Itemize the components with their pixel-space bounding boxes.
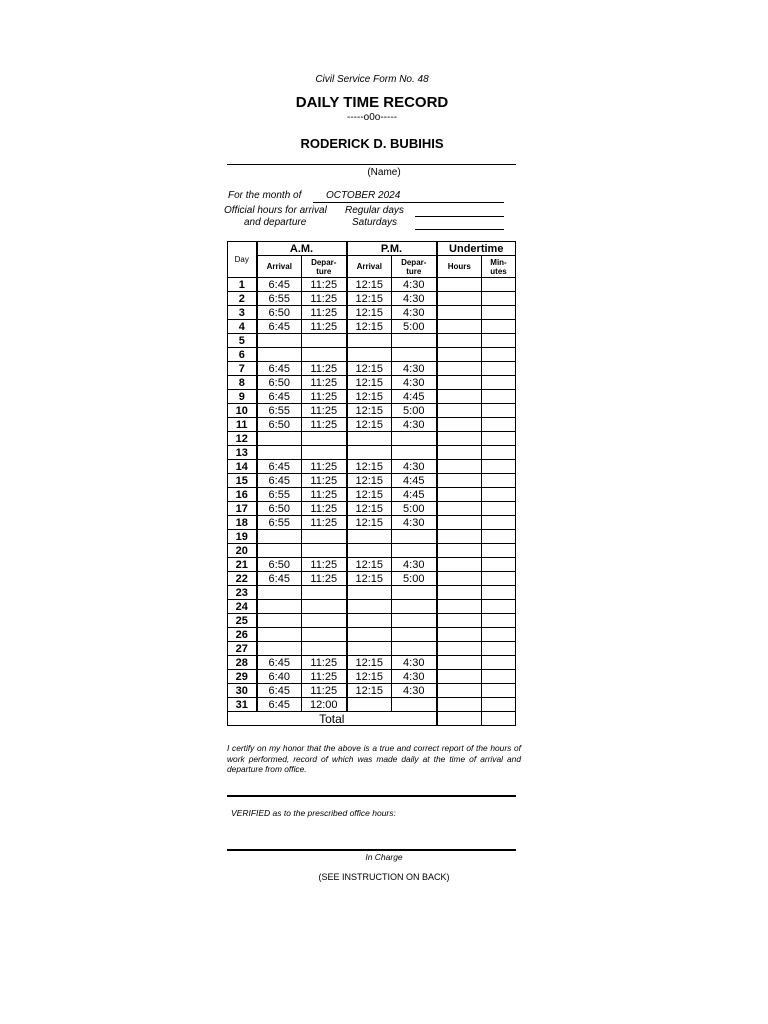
- am-arrival-cell: 6:50: [257, 418, 302, 432]
- page-title: DAILY TIME RECORD: [295, 94, 449, 111]
- pm-departure-cell: [392, 544, 437, 558]
- regular-days-label: Regular days: [345, 205, 404, 216]
- saturdays-label: Saturdays: [352, 217, 398, 228]
- am-departure-cell: 11:25: [302, 516, 347, 530]
- verified-text: VERIFIED as to the prescribed office hours:: [231, 808, 396, 818]
- am-departure-cell: [302, 642, 347, 656]
- table-row: [228, 348, 516, 362]
- am-arrival-header: Arrival: [257, 256, 302, 278]
- pm-departure-cell: 4:30: [392, 376, 437, 390]
- undertime-minutes-cell: [482, 376, 516, 390]
- am-departure-cell: [302, 544, 347, 558]
- month-underline: [313, 202, 504, 203]
- day-cell: 29: [228, 670, 257, 684]
- am-arrival-cell: 6:40: [257, 670, 302, 684]
- am-departure-cell: 11:25: [302, 460, 347, 474]
- undertime-hours-cell: [437, 292, 482, 306]
- pm-arrival-cell: 12:15: [347, 404, 392, 418]
- undertime-hours-cell: [437, 432, 482, 446]
- pm-arrival-cell: [347, 628, 392, 642]
- pm-departure-cell: 4:45: [392, 390, 437, 404]
- table-row: [228, 446, 516, 460]
- am-header: A.M.: [257, 242, 347, 256]
- undertime-hours-cell: [437, 376, 482, 390]
- am-departure-cell: 11:25: [302, 572, 347, 586]
- month-label: For the month of: [228, 190, 302, 201]
- pm-arrival-cell: [347, 348, 392, 362]
- hours-header: Hours: [437, 256, 482, 278]
- total-hours-cell: [437, 712, 482, 726]
- day-cell: 17: [228, 502, 257, 516]
- undertime-minutes-cell: [482, 670, 516, 684]
- undertime-minutes-cell: [482, 642, 516, 656]
- am-arrival-cell: 6:45: [257, 474, 302, 488]
- undertime-minutes-cell: [482, 600, 516, 614]
- pm-departure-cell: [392, 446, 437, 460]
- am-departure-cell: [302, 348, 347, 362]
- minutes-header: Min- utes: [482, 256, 516, 278]
- undertime-hours-cell: [437, 460, 482, 474]
- undertime-minutes-cell: [482, 530, 516, 544]
- undertime-hours-cell: [437, 502, 482, 516]
- am-departure-cell: 11:25: [302, 684, 347, 698]
- undertime-minutes-cell: [482, 348, 516, 362]
- total-row: [228, 712, 516, 726]
- am-departure-cell: 11:25: [302, 404, 347, 418]
- day-cell: 2: [228, 292, 257, 306]
- table-row: [228, 474, 516, 488]
- pm-arrival-cell: 12:15: [347, 278, 392, 292]
- am-arrival-cell: 6:45: [257, 390, 302, 404]
- day-cell: 28: [228, 656, 257, 670]
- am-departure-cell: 11:25: [302, 320, 347, 334]
- pm-arrival-cell: [347, 446, 392, 460]
- pm-arrival-cell: [347, 600, 392, 614]
- am-departure-cell: 11:25: [302, 292, 347, 306]
- pm-departure-cell: 4:30: [392, 278, 437, 292]
- day-cell: 6: [228, 348, 257, 362]
- undertime-minutes-cell: [482, 684, 516, 698]
- am-arrival-cell: 6:45: [257, 684, 302, 698]
- pm-departure-cell: [392, 600, 437, 614]
- day-cell: 1: [228, 278, 257, 292]
- undertime-minutes-cell: [482, 502, 516, 516]
- am-arrival-cell: [257, 600, 302, 614]
- undertime-minutes-cell: [482, 628, 516, 642]
- total-label: Total: [228, 712, 437, 726]
- pm-arrival-cell: [347, 698, 392, 712]
- undertime-hours-cell: [437, 656, 482, 670]
- undertime-minutes-cell: [482, 572, 516, 586]
- am-arrival-cell: 6:50: [257, 558, 302, 572]
- undertime-minutes-cell: [482, 474, 516, 488]
- undertime-minutes-cell: [482, 544, 516, 558]
- pm-arrival-cell: 12:15: [347, 516, 392, 530]
- day-cell: 24: [228, 600, 257, 614]
- am-departure-cell: [302, 446, 347, 460]
- am-departure-cell: 11:25: [302, 474, 347, 488]
- am-departure-cell: 11:25: [302, 670, 347, 684]
- am-departure-header: Depar- ture: [302, 256, 347, 278]
- table-row: [228, 502, 516, 516]
- undertime-minutes-cell: [482, 698, 516, 712]
- am-departure-cell: [302, 432, 347, 446]
- day-header: Day: [228, 242, 257, 278]
- undertime-minutes-cell: [482, 656, 516, 670]
- time-record-table: [227, 241, 516, 726]
- table-row: [228, 306, 516, 320]
- official-hours-label-line2: and departure: [244, 217, 307, 228]
- table-row: [228, 432, 516, 446]
- table-row: [228, 698, 516, 712]
- undertime-hours-cell: [437, 600, 482, 614]
- pm-departure-cell: 4:45: [392, 474, 437, 488]
- day-cell: 12: [228, 432, 257, 446]
- am-departure-cell: [302, 586, 347, 600]
- am-arrival-cell: [257, 628, 302, 642]
- undertime-hours-cell: [437, 628, 482, 642]
- regular-days-underline: [415, 216, 504, 217]
- undertime-hours-cell: [437, 334, 482, 348]
- total-minutes-cell: [482, 712, 516, 726]
- undertime-hours-cell: [437, 572, 482, 586]
- am-departure-cell: [302, 334, 347, 348]
- table-row: [228, 670, 516, 684]
- am-arrival-cell: 6:50: [257, 502, 302, 516]
- undertime-hours-cell: [437, 516, 482, 530]
- am-departure-cell: 11:25: [302, 558, 347, 572]
- instruction-note: (SEE INSTRUCTION ON BACK): [318, 872, 450, 882]
- day-cell: 20: [228, 544, 257, 558]
- undertime-hours-cell: [437, 306, 482, 320]
- in-charge-line: [227, 849, 516, 851]
- undertime-minutes-cell: [482, 586, 516, 600]
- am-arrival-cell: [257, 348, 302, 362]
- table-row: [228, 362, 516, 376]
- pm-arrival-header: Arrival: [347, 256, 392, 278]
- am-arrival-cell: [257, 586, 302, 600]
- am-arrival-cell: 6:45: [257, 460, 302, 474]
- pm-departure-cell: [392, 628, 437, 642]
- am-departure-cell: 11:25: [302, 488, 347, 502]
- day-cell: 25: [228, 614, 257, 628]
- table-row: [228, 418, 516, 432]
- pm-arrival-cell: 12:15: [347, 460, 392, 474]
- pm-departure-cell: 4:30: [392, 684, 437, 698]
- pm-departure-cell: 4:30: [392, 362, 437, 376]
- name-underline: [227, 164, 516, 165]
- am-departure-cell: [302, 600, 347, 614]
- undertime-hours-cell: [437, 446, 482, 460]
- form-number: Civil Service Form No. 48: [315, 74, 429, 85]
- am-arrival-cell: 6:45: [257, 698, 302, 712]
- undertime-minutes-cell: [482, 320, 516, 334]
- am-arrival-cell: 6:55: [257, 488, 302, 502]
- am-arrival-cell: 6:45: [257, 572, 302, 586]
- table-row: [228, 628, 516, 642]
- undertime-hours-cell: [437, 348, 482, 362]
- am-arrival-cell: [257, 642, 302, 656]
- pm-arrival-cell: [347, 334, 392, 348]
- pm-departure-cell: [392, 530, 437, 544]
- pm-departure-cell: 5:00: [392, 404, 437, 418]
- am-arrival-cell: 6:45: [257, 278, 302, 292]
- undertime-minutes-cell: [482, 278, 516, 292]
- table-row: [228, 586, 516, 600]
- undertime-hours-cell: [437, 684, 482, 698]
- day-cell: 27: [228, 642, 257, 656]
- table-row: [228, 516, 516, 530]
- undertime-minutes-cell: [482, 362, 516, 376]
- undertime-minutes-cell: [482, 418, 516, 432]
- pm-departure-cell: [392, 586, 437, 600]
- am-arrival-cell: 6:50: [257, 306, 302, 320]
- name-caption: (Name): [367, 167, 401, 178]
- pm-arrival-cell: 12:15: [347, 502, 392, 516]
- pm-arrival-cell: 12:15: [347, 390, 392, 404]
- table-row: [228, 572, 516, 586]
- pm-arrival-cell: 12:15: [347, 362, 392, 376]
- undertime-hours-cell: [437, 530, 482, 544]
- pm-arrival-cell: [347, 614, 392, 628]
- am-departure-cell: 11:25: [302, 362, 347, 376]
- undertime-hours-cell: [437, 320, 482, 334]
- pm-arrival-cell: 12:15: [347, 488, 392, 502]
- undertime-hours-cell: [437, 278, 482, 292]
- am-arrival-cell: [257, 334, 302, 348]
- pm-arrival-cell: [347, 642, 392, 656]
- am-departure-cell: [302, 614, 347, 628]
- day-cell: 11: [228, 418, 257, 432]
- undertime-hours-cell: [437, 670, 482, 684]
- day-cell: 10: [228, 404, 257, 418]
- pm-departure-cell: 4:30: [392, 292, 437, 306]
- day-cell: 31: [228, 698, 257, 712]
- undertime-minutes-cell: [482, 488, 516, 502]
- table-row: [228, 390, 516, 404]
- am-arrival-cell: [257, 614, 302, 628]
- undertime-hours-cell: [437, 586, 482, 600]
- table-row: [228, 488, 516, 502]
- table-row: [228, 684, 516, 698]
- pm-departure-cell: 5:00: [392, 320, 437, 334]
- day-cell: 22: [228, 572, 257, 586]
- table-row: [228, 334, 516, 348]
- table-row: [228, 614, 516, 628]
- am-departure-cell: [302, 530, 347, 544]
- month-value: OCTOBER 2024: [326, 190, 401, 201]
- pm-arrival-cell: 12:15: [347, 376, 392, 390]
- table-row: [228, 558, 516, 572]
- undertime-hours-cell: [437, 418, 482, 432]
- pm-arrival-cell: 12:15: [347, 418, 392, 432]
- undertime-minutes-cell: [482, 390, 516, 404]
- undertime-hours-cell: [437, 558, 482, 572]
- day-cell: 13: [228, 446, 257, 460]
- pm-arrival-cell: 12:15: [347, 320, 392, 334]
- table-row: [228, 292, 516, 306]
- table-row: [228, 530, 516, 544]
- pm-arrival-cell: [347, 432, 392, 446]
- undertime-minutes-cell: [482, 404, 516, 418]
- undertime-hours-cell: [437, 698, 482, 712]
- pm-departure-cell: 4:30: [392, 558, 437, 572]
- pm-arrival-cell: 12:15: [347, 292, 392, 306]
- pm-departure-cell: [392, 432, 437, 446]
- undertime-minutes-cell: [482, 446, 516, 460]
- pm-departure-cell: 4:30: [392, 656, 437, 670]
- pm-departure-cell: 4:45: [392, 488, 437, 502]
- table-row: [228, 278, 516, 292]
- pm-departure-cell: [392, 334, 437, 348]
- undertime-minutes-cell: [482, 334, 516, 348]
- am-departure-cell: 11:25: [302, 376, 347, 390]
- day-cell: 16: [228, 488, 257, 502]
- day-cell: 9: [228, 390, 257, 404]
- day-cell: 18: [228, 516, 257, 530]
- pm-arrival-cell: 12:15: [347, 572, 392, 586]
- pm-departure-cell: [392, 698, 437, 712]
- pm-arrival-cell: 12:15: [347, 558, 392, 572]
- undertime-minutes-cell: [482, 432, 516, 446]
- table-row: [228, 376, 516, 390]
- undertime-header: Undertime: [437, 242, 516, 256]
- undertime-hours-cell: [437, 474, 482, 488]
- am-arrival-cell: 6:45: [257, 362, 302, 376]
- pm-departure-cell: [392, 614, 437, 628]
- am-arrival-cell: 6:55: [257, 292, 302, 306]
- pm-departure-cell: 4:30: [392, 516, 437, 530]
- table-row: [228, 642, 516, 656]
- am-arrival-cell: 6:55: [257, 404, 302, 418]
- day-cell: 5: [228, 334, 257, 348]
- undertime-hours-cell: [437, 390, 482, 404]
- undertime-minutes-cell: [482, 460, 516, 474]
- saturdays-underline: [415, 229, 504, 230]
- day-cell: 7: [228, 362, 257, 376]
- day-cell: 19: [228, 530, 257, 544]
- table-row: [228, 320, 516, 334]
- am-arrival-cell: [257, 544, 302, 558]
- pm-departure-cell: 4:30: [392, 306, 437, 320]
- pm-departure-cell: 4:30: [392, 670, 437, 684]
- table-row: [228, 404, 516, 418]
- pm-arrival-cell: 12:15: [347, 684, 392, 698]
- am-arrival-cell: 6:45: [257, 320, 302, 334]
- pm-arrival-cell: 12:15: [347, 656, 392, 670]
- am-departure-cell: 12:00: [302, 698, 347, 712]
- pm-arrival-cell: 12:15: [347, 670, 392, 684]
- in-charge-label: In Charge: [365, 852, 403, 862]
- day-cell: 15: [228, 474, 257, 488]
- undertime-minutes-cell: [482, 292, 516, 306]
- am-departure-cell: 11:25: [302, 306, 347, 320]
- pm-departure-cell: 4:30: [392, 460, 437, 474]
- day-cell: 21: [228, 558, 257, 572]
- table-row: [228, 656, 516, 670]
- pm-departure-cell: [392, 348, 437, 362]
- day-cell: 26: [228, 628, 257, 642]
- pm-departure-cell: 4:30: [392, 418, 437, 432]
- pm-departure-cell: [392, 642, 437, 656]
- undertime-hours-cell: [437, 488, 482, 502]
- day-cell: 14: [228, 460, 257, 474]
- am-departure-cell: 11:25: [302, 390, 347, 404]
- pm-arrival-cell: 12:15: [347, 306, 392, 320]
- am-departure-cell: 11:25: [302, 502, 347, 516]
- day-cell: 30: [228, 684, 257, 698]
- table-row: [228, 600, 516, 614]
- undertime-minutes-cell: [482, 558, 516, 572]
- am-departure-cell: 11:25: [302, 656, 347, 670]
- am-arrival-cell: 6:45: [257, 656, 302, 670]
- am-departure-cell: 11:25: [302, 418, 347, 432]
- pm-departure-header: Depar- ture: [392, 256, 437, 278]
- undertime-hours-cell: [437, 614, 482, 628]
- day-cell: 8: [228, 376, 257, 390]
- undertime-minutes-cell: [482, 614, 516, 628]
- undertime-hours-cell: [437, 642, 482, 656]
- undertime-hours-cell: [437, 544, 482, 558]
- table-row: [228, 460, 516, 474]
- am-departure-cell: 11:25: [302, 278, 347, 292]
- table-row: [228, 544, 516, 558]
- am-arrival-cell: [257, 446, 302, 460]
- pm-arrival-cell: [347, 586, 392, 600]
- pm-header: P.M.: [347, 242, 437, 256]
- undertime-minutes-cell: [482, 516, 516, 530]
- undertime-hours-cell: [437, 362, 482, 376]
- title-separator: -----o0o-----: [347, 112, 397, 123]
- am-arrival-cell: 6:50: [257, 376, 302, 390]
- day-cell: 4: [228, 320, 257, 334]
- pm-departure-cell: 5:00: [392, 572, 437, 586]
- am-arrival-cell: [257, 432, 302, 446]
- am-departure-cell: [302, 628, 347, 642]
- undertime-minutes-cell: [482, 306, 516, 320]
- certification-text: I certify on my honor that the above is a true and correct report of the hours of work performed, record of which was made daily at the time of arrival and departure from office.: [227, 743, 521, 774]
- am-arrival-cell: [257, 530, 302, 544]
- pm-departure-cell: 5:00: [392, 502, 437, 516]
- day-cell: 23: [228, 586, 257, 600]
- signature-line: [227, 795, 516, 797]
- employee-name: RODERICK D. BUBIHIS: [300, 136, 444, 151]
- am-arrival-cell: 6:55: [257, 516, 302, 530]
- pm-arrival-cell: 12:15: [347, 474, 392, 488]
- pm-arrival-cell: [347, 530, 392, 544]
- day-cell: 3: [228, 306, 257, 320]
- official-hours-label: Official hours for arrival: [224, 205, 327, 216]
- pm-arrival-cell: [347, 544, 392, 558]
- undertime-hours-cell: [437, 404, 482, 418]
